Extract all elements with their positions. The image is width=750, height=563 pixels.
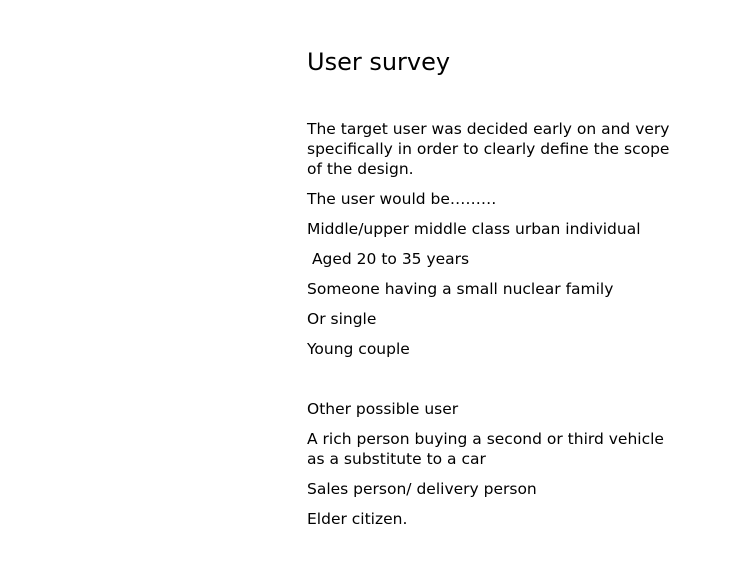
other-user-item: A rich person buying a second or third vehicle as a substitute to a car — [307, 430, 669, 468]
intro-paragraph: The target user was decided early on and very specifically in order to clearly define the scope of the design. — [307, 120, 675, 178]
other-user-item: Elder citizen. — [307, 510, 408, 528]
primary-user-item: Someone having a small nuclear family — [307, 280, 614, 298]
primary-user-item: Or single — [307, 310, 377, 328]
user-would-be-line: The user would be……… — [307, 190, 497, 208]
primary-user-item: Young couple — [307, 340, 410, 358]
section-spacer — [307, 369, 677, 399]
slide-body — [307, 119, 677, 539]
slide-title: User survey — [307, 48, 451, 76]
primary-user-item: Middle/upper middle class urban individual — [307, 220, 641, 238]
other-user-item: Sales person/ delivery person — [307, 480, 537, 498]
other-users-heading: Other possible user — [307, 400, 459, 418]
primary-user-item: Aged 20 to 35 years — [307, 250, 470, 268]
